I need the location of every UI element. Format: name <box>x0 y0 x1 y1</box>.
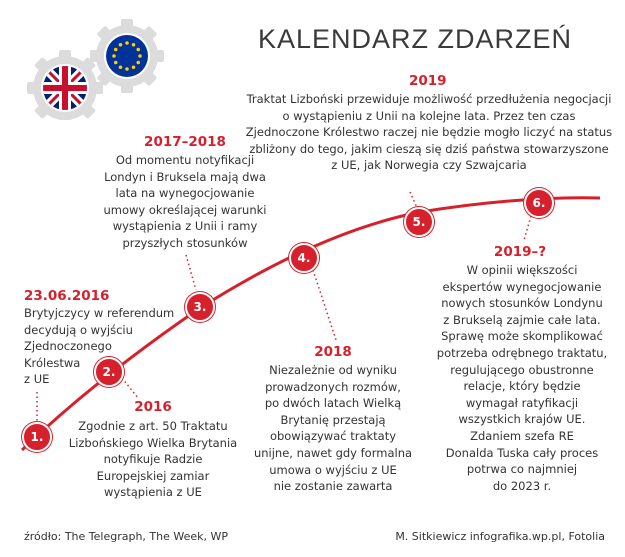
event-4-text: Niezależnie od wyniku prowadzonych rozmów, po dwóch latach Wielką Brytanię przestają obowiązywać traktaty unijne, nawet gdy formalna umowa o wyjściu z UE nie zostanie zawarta <box>253 363 413 494</box>
event-3-text: Od momentu notyfikacji Londyn i Bruksela mają dwa lata na wynegocjowanie umowy określającej warunki wystąpienia z Unii i ramy przyszłych stosunków <box>103 153 267 250</box>
connector-3 <box>186 255 196 290</box>
credit-note: M. Sitkiewicz infografika.wp.pl, Fotolia <box>395 530 605 543</box>
connector-6 <box>524 216 531 240</box>
event-1-text: Brytyjczycy w referendum decydują o wyjściu Zjednoczonego Królestwa z UE <box>24 306 175 387</box>
event-6-text: W opinii większości ekspertów wynegocjowanie nowych stosunków Londynu z Brukselą zajmie całe lata. Sprawę może skomplikować potrzeba odrębnego traktatu, regulującego obustronne relacje, który będzie wymagał ratyfikacji wszystkich krajów UE. Zdaniem szefa RE Donalda Tuska cały proces potrwa co najmniej do 2023 r. <box>436 263 608 493</box>
event-6-date: 2019–? <box>493 244 547 260</box>
timeline-marker-4: 4. <box>289 243 319 273</box>
connector-4 <box>313 270 336 340</box>
event-3-date: 2017–2018 <box>144 134 226 150</box>
event-2-date: 2016 <box>134 399 172 415</box>
event-4-date: 2018 <box>314 344 352 360</box>
timeline-marker-3: 3. <box>185 292 215 322</box>
event-1-date: 23.06.2016 <box>24 288 110 304</box>
timeline-marker-1: 1. <box>22 422 52 452</box>
timeline-marker-5: 5. <box>404 207 434 237</box>
page-title: KALENDARZ ZDARZEŃ <box>258 24 573 54</box>
timeline-marker-2: 2. <box>94 357 124 387</box>
source-note: źródło: The Telegraph, The Week, WP <box>24 530 229 543</box>
event-5-text: Traktat Lizboński przewiduje możliwość przedłużenia negocjacji o wystąpieniu z Unii na kolejne lata. Przez ten czas Zjednoczone Królestwo raczej nie będzie mogło liczyć na status zbliżony do tego, jakim cieszą się dziś państwa stowarzyszone z UE, jak Norwegia czy Szwajcaria <box>245 92 613 173</box>
event-2-text: Zgodnie z art. 50 Traktatu Lizbońskiego Wielka Brytania notyfikuje Radzie Europejskiej zamiar wystąpienia z UE <box>68 419 238 500</box>
event-5-date: 2019 <box>409 73 447 89</box>
timeline-marker-6: 6. <box>524 188 554 218</box>
